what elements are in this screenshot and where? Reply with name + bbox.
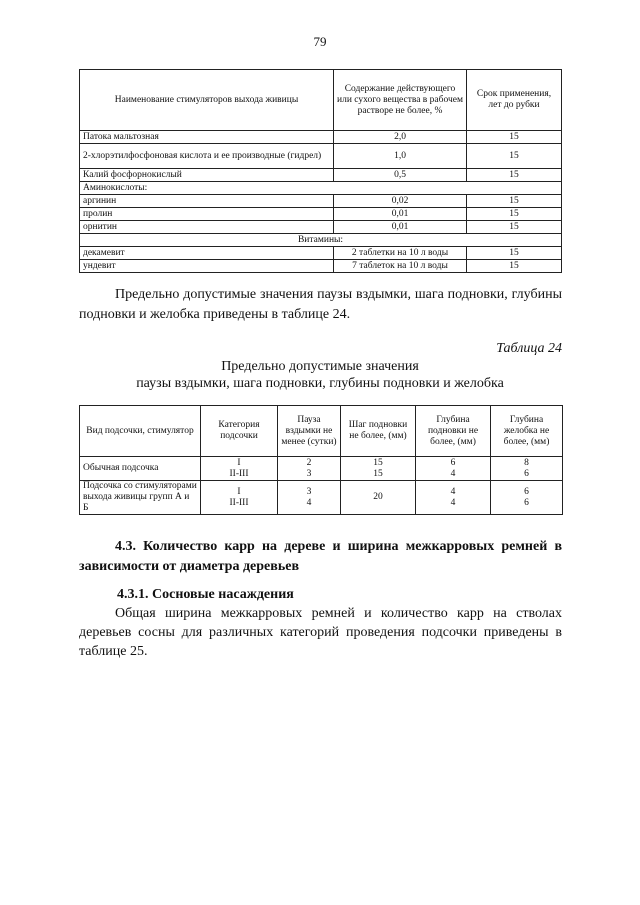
table-row [80, 247, 562, 260]
page-number: 79 [313, 34, 327, 49]
table-row [80, 481, 563, 515]
paragraph-limits: Предельно допустимые значения паузы вздымки, шага подновки, глубины подновки и желобка приведены в таблице 24. [79, 287, 562, 322]
header-depth: Глубина подновки не более, (мм) [416, 406, 491, 457]
category-cell: I II-III [201, 481, 278, 515]
table-row [80, 457, 563, 481]
section-amino-acids: Аминокислоты: [80, 182, 562, 195]
term-value: 15 [467, 195, 562, 208]
header-groove: Глубина желобка не более, (мм) [491, 406, 563, 457]
category-cell: I II-III [201, 457, 278, 481]
table-row [80, 260, 562, 273]
term-value: 15 [467, 144, 562, 169]
step-cell: 20 [341, 481, 416, 515]
table-24-title-line1: Предельно допустимые значения [221, 359, 419, 374]
stimulator-name: ундевит [80, 260, 334, 273]
table-row [80, 221, 562, 234]
stimulator-name: орнитин [80, 221, 334, 234]
header-stimulator-name: Наименование стимуляторов выхода живицы [80, 70, 334, 131]
content-value: 0,02 [334, 195, 467, 208]
header-term: Срок применения, лет до рубки [467, 70, 562, 131]
term-value: 15 [467, 247, 562, 260]
step-cell: 15 15 [341, 457, 416, 481]
term-value: 15 [467, 131, 562, 144]
header-content: Содержание действующего или сухого вещества в рабочем растворе не более, % [334, 70, 467, 131]
tapping-type: Обычная подсочка [80, 457, 201, 481]
depth-cell: 6 4 [416, 457, 491, 481]
table-section-row [80, 234, 562, 247]
header-step: Шаг подновки не более, (мм) [341, 406, 416, 457]
groove-cell: 6 6 [491, 481, 563, 515]
term-value: 15 [467, 169, 562, 182]
content-value: 0,01 [334, 208, 467, 221]
tapping-type: Подсочка со стимуляторами выхода живицы групп А и Б [80, 481, 201, 515]
limits-table [79, 405, 563, 515]
stimulator-name: Калий фосфорнокислый [80, 169, 334, 182]
term-value: 15 [467, 208, 562, 221]
section-heading-4-3: 4.3. Количество карр на дереве и ширина межкарровых ремней в зависимости от диаметра деревьев [79, 539, 562, 574]
header-type: Вид подсочки, стимулятор [80, 406, 201, 457]
table-row [80, 195, 562, 208]
stimulator-name: Патока мальтозная [80, 131, 334, 144]
term-value: 15 [467, 260, 562, 273]
table-row [80, 169, 562, 182]
content-value: 2,0 [334, 131, 467, 144]
term-value: 15 [467, 221, 562, 234]
header-category: Категория подсочки [201, 406, 278, 457]
depth-cell: 4 4 [416, 481, 491, 515]
stimulator-name: декамевит [80, 247, 334, 260]
content-value: 7 таблеток на 10 л воды [334, 260, 467, 273]
table-row [80, 131, 562, 144]
section-vitamins: Витамины: [80, 234, 562, 247]
table-row [80, 144, 562, 169]
groove-cell: 8 6 [491, 457, 563, 481]
stimulators-table [79, 69, 562, 273]
pause-cell: 3 4 [278, 481, 341, 515]
content-value: 1,0 [334, 144, 467, 169]
table-section-row [80, 182, 562, 195]
section-heading-4-3-1: 4.3.1. Сосновые насаждения [117, 587, 294, 602]
content-value: 0,5 [334, 169, 467, 182]
table-24-title-line2: паузы вздымки, шага подновки, глубины подновки и желобка [136, 376, 504, 391]
table-row [80, 208, 562, 221]
paragraph-table-25: Общая ширина межкарровых ремней и количество карр на стволах деревьев сосны для различных категорий проведения подсочки приведены в таблице 25. [79, 606, 562, 659]
stimulator-name: пролин [80, 208, 334, 221]
header-pause: Пауза вздымки не менее (сутки) [278, 406, 341, 457]
pause-cell: 2 3 [278, 457, 341, 481]
content-value: 2 таблетки на 10 л воды [334, 247, 467, 260]
stimulator-name: аргинин [80, 195, 334, 208]
stimulator-name: 2-хлорэтилфосфоновая кислота и ее производные (гидрел) [80, 144, 334, 169]
content-value: 0,01 [334, 221, 467, 234]
table-24-label: Таблица 24 [496, 341, 562, 356]
